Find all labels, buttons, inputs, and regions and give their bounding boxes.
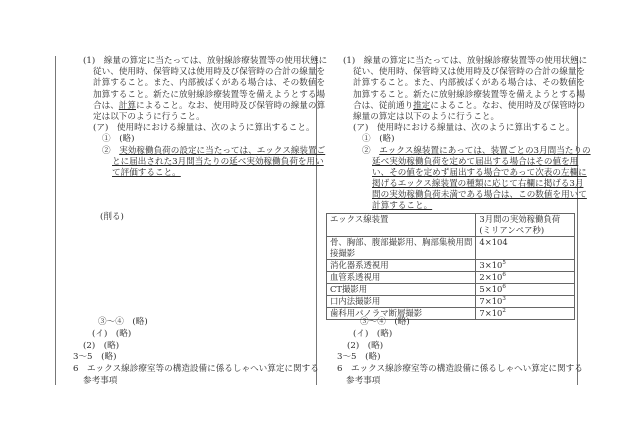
underlined-text: 推定 — [413, 100, 431, 111]
underlined-text: 延べ実効稼働負荷を定めて届出する場合はその値を用 — [372, 156, 579, 167]
table-header-row — [327, 214, 575, 237]
underlined-text: い、その値を定めず届出する場合であって次表の左欄に — [372, 167, 587, 178]
workload-cell — [476, 260, 575, 272]
table-row — [327, 260, 575, 272]
item-2-line — [343, 179, 591, 190]
header-text: 3月間の実効稼働負荷 — [479, 214, 561, 224]
device-cell: 歯科用パノラマ断層撮影 — [327, 308, 476, 320]
paragraph-line: (1) 線量の算定に当たっては、放射線診療装置等の使用状態に — [343, 56, 588, 66]
text: 合は、 — [93, 100, 119, 111]
paragraph-line: 計算すること。また、内部被ばくがある場合は、その数値を — [353, 78, 586, 89]
exponent: 6 — [502, 284, 506, 290]
value: 7×10 — [479, 308, 503, 318]
paragraph-line: 従い、使用時、保管時又は使用時及び保管時の合計の線量を — [93, 67, 326, 78]
underlined-text: 実効稼働負荷の設定に当たっては、エックス線装置ご — [119, 145, 326, 156]
old-bottom-text — [73, 317, 319, 388]
text: ② — [362, 145, 380, 156]
paragraph-line: ③〜④ (略) — [98, 317, 148, 327]
device-text: 接撮影 — [330, 248, 356, 258]
exponent: 3 — [502, 296, 506, 302]
paragraph-line: (イ) (略) — [353, 328, 393, 339]
text: によること。なお、使用時及び保管時の — [430, 100, 586, 111]
device-cell: 口内法撮影用 — [327, 296, 476, 308]
workload-table — [326, 213, 575, 320]
underlined-text: 計算 — [118, 100, 136, 111]
item-a-line: (ア) 使用時における線量は、次のように算出すること。 — [93, 123, 315, 134]
paragraph-line: 従い、使用時、保管時又は使用時及び保管時の合計の線量を — [353, 67, 586, 78]
header-text: エックス線装置 — [330, 214, 389, 224]
item-2-line — [343, 201, 591, 212]
header-workload — [476, 214, 575, 237]
text: によること。なお、使用時及び保管時の線量の算 — [136, 100, 326, 111]
paragraph-line: (2) (略) — [347, 340, 384, 351]
table-row — [327, 272, 575, 284]
paragraph-line: 定は以下のように行うこと。 — [93, 111, 205, 122]
paragraph-line: ③〜④ (略) — [360, 317, 410, 327]
item-2-line — [343, 146, 591, 157]
paragraph-line — [343, 101, 591, 112]
text: ② — [102, 145, 120, 156]
value: 2×10 — [479, 272, 503, 282]
device-cell: 消化器系透視用 — [327, 260, 476, 272]
table-row — [327, 237, 575, 260]
paragraph-line: 3〜5 (略) — [73, 352, 117, 363]
exponent: 6 — [502, 272, 506, 278]
underlined-text: とに届出された3月間当たりの延べ実効稼働負荷を用い — [112, 156, 324, 167]
text: 合は、従前通り — [353, 100, 414, 111]
left-border — [55, 56, 56, 385]
header-unit: (ミリアンペア秒) — [479, 225, 545, 235]
workload-cell: 4×104 — [476, 237, 575, 260]
paragraph-line: (イ) (略) — [92, 328, 132, 339]
workload-cell — [476, 296, 575, 308]
underlined-text: て評価すること。 — [112, 167, 181, 178]
new-bottom-text — [337, 317, 583, 388]
paragraph-line: 線量の算定は以下のように行うこと。 — [353, 111, 500, 122]
item-2-line — [343, 168, 591, 179]
paragraph-line: 加算すること。新たに放射線診療装置等を備えようとする場 — [353, 89, 586, 100]
item-2-line — [343, 157, 591, 168]
workload-cell — [476, 284, 575, 296]
header-device — [327, 214, 476, 237]
item-2-line — [343, 190, 591, 201]
deleted-marker: (削る) — [100, 212, 124, 222]
underlined-text: 掲げるエックス線装置の種類に応じて右欄に掲げる3月 — [372, 179, 584, 190]
paragraph-line: 加算すること。新たに放射線診療装置等を備えようとする場 — [93, 89, 326, 100]
table-row — [327, 296, 575, 308]
value: 3×10 — [479, 260, 503, 270]
device-cell — [327, 237, 476, 260]
paragraph-line: 3〜5 (略) — [337, 352, 381, 363]
underlined-text: 間の実効稼働負荷未満である場合は、この数値を用いて — [372, 190, 587, 201]
item-2-line — [83, 146, 327, 157]
old-column-text — [83, 56, 327, 179]
paragraph-line: (1) 線量の算定に当たっては、放射線診療装置等の使用状態に — [83, 56, 328, 66]
paragraph-line: (2) (略) — [83, 340, 120, 351]
device-cell: CT撮影用 — [327, 284, 476, 296]
item-1-line: ① (略) — [102, 134, 135, 145]
item-1-line: ① (略) — [362, 134, 395, 145]
paragraph-line: 計算すること。また、内部被ばくがある場合は、その数値を — [93, 78, 326, 89]
paragraph-line — [83, 101, 327, 112]
section-heading: 参考事項 — [346, 375, 381, 386]
section-heading: 6 エックス線診療室等の構造設備に係るしゃへい算定に関する — [73, 364, 319, 375]
item-2-line — [83, 168, 327, 179]
new-column-text — [343, 56, 591, 213]
table-row — [327, 284, 575, 296]
device-cell: 血管系透視用 — [327, 272, 476, 284]
section-heading: 参考事項 — [83, 375, 118, 386]
item-a-line: (ア) 使用時における線量は、次のように算出すること。 — [353, 123, 575, 134]
exponent: 5 — [502, 260, 506, 266]
item-2-line — [83, 157, 327, 168]
exponent: 2 — [502, 308, 506, 314]
workload-cell — [476, 272, 575, 284]
value: 7×10 — [479, 296, 503, 306]
device-text: 骨、胸部、腹部撮影用、胸部集検用間 — [330, 237, 473, 247]
value: 5×10 — [479, 284, 503, 294]
section-heading: 6 エックス線診療室等の構造設備に係るしゃへい算定に関する — [337, 364, 583, 375]
underlined-text: 計算すること。 — [372, 201, 433, 212]
underlined-text: エックス線装置にあっては、装置ごとの3月間当たりの — [379, 145, 591, 156]
